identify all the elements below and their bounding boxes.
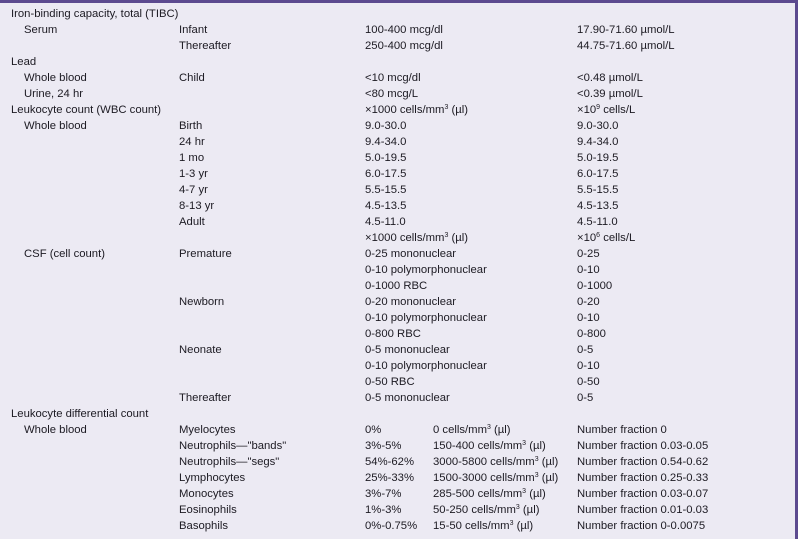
table-row [0, 246, 795, 262]
table-row [0, 38, 795, 54]
table-row [0, 118, 795, 134]
test-name-cell: Leukocyte count (WBC count) [11, 104, 162, 116]
table-row [0, 358, 795, 374]
si-units-cell: 4.5-11.0 [577, 216, 618, 228]
age-group-cell: Thereafter [179, 392, 232, 404]
specimen-cell: Serum [24, 24, 58, 36]
si-units-cell: <0.48 µmol/L [577, 72, 643, 84]
si-units-cell: 0-5 [577, 392, 594, 404]
si-units-cell: <0.39 µmol/L [577, 88, 643, 100]
si-units-cell: 9.0-30.0 [577, 120, 619, 132]
conventional-units-cell: 100-400 mcg/dl [365, 24, 443, 36]
conventional-units-cell: 250-400 mcg/dl [365, 40, 443, 52]
absolute-count-cell: 0 cells/$mm^3$ (µl) [433, 424, 511, 436]
conventional-units-cell: <10 mcg/dl [365, 72, 421, 84]
si-units-cell: Number fraction 0.25-0.33 [577, 472, 709, 484]
conventional-units-cell: 3%-7% [365, 488, 402, 500]
conventional-units-cell: 5.5-15.5 [365, 184, 407, 196]
test-name-cell: Iron-binding capacity, total (TIBC) [11, 8, 179, 20]
table-row [0, 54, 795, 70]
table-row [0, 374, 795, 390]
si-units-cell: Number fraction 0.03-0.05 [577, 440, 709, 452]
specimen-cell: Whole blood [24, 120, 87, 132]
si-units-cell: 44.75-71.60 µmol/L [577, 40, 675, 52]
conventional-units-cell: 0-10 polymorphonuclear [365, 360, 487, 372]
specimen-cell: Whole blood [24, 424, 87, 436]
table-row [0, 198, 795, 214]
test-name-cell: Leukocyte differential count [11, 408, 149, 420]
conventional-units-cell: 0-10 polymorphonuclear [365, 264, 487, 276]
age-group-cell: Child [179, 72, 205, 84]
table-row [0, 70, 795, 86]
age-group-cell: Lymphocytes [179, 472, 246, 484]
conventional-units-cell: 0-5 mononuclear [365, 392, 450, 404]
si-units-cell: 0-10 [577, 360, 600, 372]
si-units-cell: 4.5-13.5 [577, 200, 619, 212]
conventional-units-cell: 0%-0.75% [365, 520, 418, 532]
si-units-cell: $\times 10^6$ cells/L [577, 232, 636, 244]
conventional-units-cell: 0-10 polymorphonuclear [365, 312, 487, 324]
age-group-cell: Myelocytes [179, 424, 236, 436]
age-group-cell: Infant [179, 24, 208, 36]
si-units-cell: Number fraction 0.03-0.07 [577, 488, 709, 500]
si-units-cell: 6.0-17.5 [577, 168, 619, 180]
table-row [0, 422, 795, 438]
table-row [0, 310, 795, 326]
si-units-cell: Number fraction 0-0.0075 [577, 520, 706, 532]
table-row [0, 406, 795, 422]
age-group-cell: Birth [179, 120, 203, 132]
conventional-units-cell: ×1000 cells/$mm^3$ (µl) [365, 232, 469, 244]
si-units-cell: $\times 10^9$ cells/L [577, 104, 636, 116]
si-units-cell: Number fraction 0.54-0.62 [577, 456, 709, 468]
table-row [0, 518, 795, 534]
table-row [0, 326, 795, 342]
conventional-units-cell: 4.5-13.5 [365, 200, 407, 212]
age-group-cell: Neutrophils—"bands" [179, 440, 287, 452]
age-group-cell: 8-13 yr [179, 200, 215, 212]
absolute-count-cell: 150-400 cells/$mm^3$ (µl) [433, 440, 546, 452]
table-row [0, 182, 795, 198]
conventional-units-cell: 0-1000 RBC [365, 280, 428, 292]
table-row [0, 214, 795, 230]
table-row [0, 166, 795, 182]
top-border [0, 0, 798, 3]
table-row [0, 390, 795, 406]
absolute-count-cell: 1500-3000 cells/$mm^3$ (µl) [433, 472, 559, 484]
conventional-units-cell: 0-20 mononuclear [365, 296, 457, 308]
absolute-count-cell: 3000-5800 cells/$mm^3$ (µl) [433, 456, 559, 468]
conventional-units-cell: 25%-33% [365, 472, 414, 484]
conventional-units-cell: 9.0-30.0 [365, 120, 407, 132]
conventional-units-cell: 54%-62% [365, 456, 414, 468]
table-row [0, 86, 795, 102]
absolute-count-cell: 15-50 cells/$mm^3$ (µl) [433, 520, 534, 532]
age-group-cell: Thereafter [179, 40, 232, 52]
table-row [0, 150, 795, 166]
si-units-cell: 0-800 [577, 328, 606, 340]
age-group-cell: 1-3 yr [179, 168, 208, 180]
si-units-cell: 0-5 [577, 344, 594, 356]
age-group-cell: Adult [179, 216, 205, 228]
table-row [0, 134, 795, 150]
table-row [0, 294, 795, 310]
table-row [0, 438, 795, 454]
lab-values-table [0, 6, 795, 534]
table-row [0, 502, 795, 518]
si-units-cell: 9.4-34.0 [577, 136, 619, 148]
conventional-units-cell: 4.5-11.0 [365, 216, 406, 228]
age-group-cell: Monocytes [179, 488, 234, 500]
conventional-units-cell: 5.0-19.5 [365, 152, 407, 164]
conventional-units-cell: 1%-3% [365, 504, 402, 516]
specimen-cell: Whole blood [24, 72, 87, 84]
table-row [0, 278, 795, 294]
si-units-cell: 0-50 [577, 376, 600, 388]
age-group-cell: Neutrophils—"segs" [179, 456, 280, 468]
si-units-cell: 5.0-19.5 [577, 152, 619, 164]
specimen-cell: Urine, 24 hr [24, 88, 84, 100]
age-group-cell: 4-7 yr [179, 184, 208, 196]
table-row [0, 102, 795, 118]
si-units-cell: 0-10 [577, 312, 600, 324]
test-name-cell: Lead [11, 56, 37, 68]
conventional-units-cell: 0% [365, 424, 382, 436]
table-row [0, 22, 795, 38]
table-row [0, 262, 795, 278]
si-units-cell: 5.5-15.5 [577, 184, 619, 196]
age-group-cell: 1 mo [179, 152, 205, 164]
si-units-cell: Number fraction 0.01-0.03 [577, 504, 709, 516]
conventional-units-cell: <80 mcg/L [365, 88, 419, 100]
conventional-units-cell: 0-5 mononuclear [365, 344, 450, 356]
table-row [0, 486, 795, 502]
age-group-cell: 24 hr [179, 136, 205, 148]
table-row [0, 470, 795, 486]
conventional-units-cell: 0-50 RBC [365, 376, 415, 388]
si-units-cell: 17.90-71.60 µmol/L [577, 24, 675, 36]
absolute-count-cell: 50-250 cells/$mm^3$ (µl) [433, 504, 540, 516]
table-row [0, 6, 795, 22]
conventional-units-cell: 0-25 mononuclear [365, 248, 457, 260]
table-row [0, 342, 795, 358]
conventional-units-cell: 6.0-17.5 [365, 168, 407, 180]
table-row [0, 454, 795, 470]
si-units-cell: 0-10 [577, 264, 600, 276]
age-group-cell: Basophils [179, 520, 228, 532]
conventional-units-cell: 3%-5% [365, 440, 402, 452]
age-group-cell: Eosinophils [179, 504, 237, 516]
conventional-units-cell: 9.4-34.0 [365, 136, 407, 148]
si-units-cell: Number fraction 0 [577, 424, 667, 436]
specimen-cell: CSF (cell count) [24, 248, 105, 260]
age-group-cell: Neonate [179, 344, 222, 356]
si-units-cell: 0-1000 [577, 280, 613, 292]
si-units-cell: 0-20 [577, 296, 600, 308]
si-units-cell: 0-25 [577, 248, 600, 260]
conventional-units-cell: ×1000 cells/$mm^3$ (µl) [365, 104, 469, 116]
age-group-cell: Newborn [179, 296, 225, 308]
absolute-count-cell: 285-500 cells/$mm^3$ (µl) [433, 488, 546, 500]
age-group-cell: Premature [179, 248, 232, 260]
conventional-units-cell: 0-800 RBC [365, 328, 421, 340]
table-row [0, 230, 795, 246]
